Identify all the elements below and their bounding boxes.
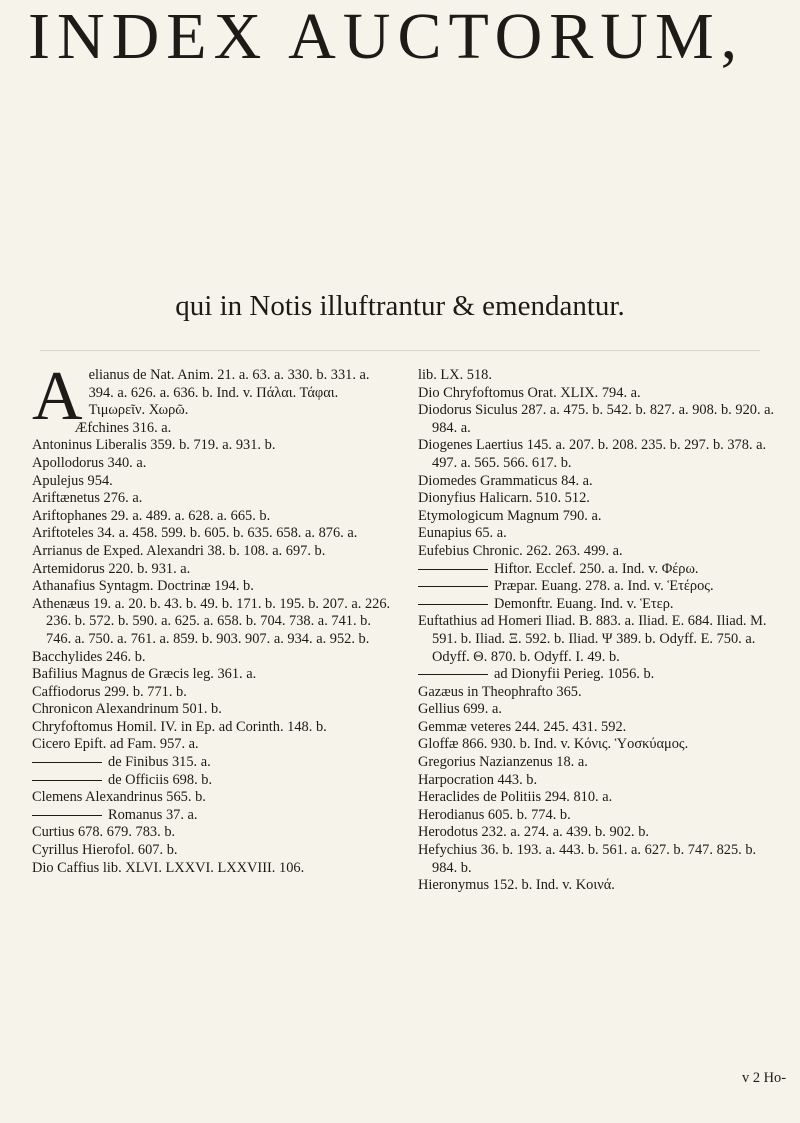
index-entry xyxy=(32,842,397,860)
index-entry-text: Gazæus in Theophrafto 365. xyxy=(418,683,582,700)
index-entry xyxy=(32,543,397,561)
index-entry-text: Hieronymus 152. b. Ind. v. Κοινά. xyxy=(418,877,615,894)
index-entry xyxy=(32,490,397,508)
index-entry xyxy=(418,508,780,526)
page-subtitle: qui in Notis illuftrantur & emendantur. xyxy=(175,290,625,322)
index-entry xyxy=(32,807,397,825)
index-entry-text: ad Dionyfii Perieg. 1056. b. xyxy=(494,666,655,683)
right-column xyxy=(418,367,780,895)
index-entry-text: de Finibus 315. a. xyxy=(108,754,211,771)
index-entry xyxy=(32,596,397,649)
index-entry xyxy=(418,490,780,508)
index-entry xyxy=(32,684,397,702)
ditto-dash xyxy=(418,604,488,605)
index-entry xyxy=(32,860,397,878)
index-entry-text: Ariftoteles 34. a. 458. 599. b. 605. b. 635. 658. a. 876. a. xyxy=(32,525,358,542)
index-entry-text: Arrianus de Exped. Alexandri 38. b. 108. a. 697. b. xyxy=(32,542,326,559)
index-entry-text: Bafilius Magnus de Græcis leg. 361. a. xyxy=(32,666,257,683)
index-entry xyxy=(32,824,397,842)
index-entry xyxy=(418,385,780,403)
index-entry-text: Curtius 678. 679. 783. b. xyxy=(32,824,176,841)
index-entry xyxy=(418,666,780,684)
index-entry-text: Cyrillus Hierofol. 607. b. xyxy=(32,842,178,859)
index-entry xyxy=(32,666,397,684)
index-entry-text: Æfchines 316. a. xyxy=(74,419,172,436)
index-entry xyxy=(418,367,780,385)
index-entry-text: Diogenes Laertius 145. a. 207. b. 208. 235. b. 297. b. 378. a. 497. a. 565. 566. 617. b. xyxy=(418,437,767,471)
index-entry-text: Præpar. Euang. 278. a. Ind. v. Ἑτέρος. xyxy=(494,578,714,595)
index-entry-text: Romanus 37. a. xyxy=(108,806,198,823)
index-entry-text: Gellius 699. a. xyxy=(418,701,502,718)
index-entry-text: Apollodorus 340. a. xyxy=(32,454,147,471)
index-entry xyxy=(418,578,780,596)
index-entry xyxy=(32,701,397,719)
index-entry-text: Heraclides de Politiis 294. 810. a. xyxy=(418,789,613,806)
index-entry-text: Bacchylides 246. b. xyxy=(32,648,146,665)
index-entry xyxy=(32,736,397,754)
index-entry xyxy=(418,613,780,666)
index-entry xyxy=(418,473,780,491)
index-entry-text: Herodianus 605. b. 774. b. xyxy=(418,806,571,823)
index-entry-text: Etymologicum Magnum 790. a. xyxy=(418,507,602,524)
index-entry-text: Apulejus 954. xyxy=(32,472,113,489)
index-entry xyxy=(418,543,780,561)
index-entry-text: Chronicon Alexandrinum 501. b. xyxy=(32,701,222,718)
index-entry xyxy=(418,736,780,754)
index-entry xyxy=(418,824,780,842)
index-entry-text: Ariftophanes 29. a. 489. a. 628. a. 665. b. xyxy=(32,507,271,524)
index-entry-text: Hefychius 36. b. 193. a. 443. b. 561. a. 627. b. 747. 825. b. 984. b. xyxy=(418,842,757,876)
page-title: INDEX AUCTORUM, xyxy=(28,0,745,73)
index-entry xyxy=(32,754,397,772)
index-entry-text: Diomedes Grammaticus 84. a. xyxy=(418,472,593,489)
index-entry-text: Athanafius Syntagm. Doctrinæ 194. b. xyxy=(32,578,254,595)
index-entry-text: Dio Caffius lib. XLVI. LXXVI. LXXVIII. 106. xyxy=(32,859,305,876)
index-entry xyxy=(32,561,397,579)
index-entry-text: de Officiis 698. b. xyxy=(108,771,213,788)
ditto-dash xyxy=(418,586,488,587)
index-entry xyxy=(32,719,397,737)
divider xyxy=(40,350,760,351)
index-entry xyxy=(32,455,397,473)
ditto-dash xyxy=(418,569,488,570)
drop-cap: A xyxy=(32,358,83,435)
index-entry xyxy=(32,525,397,543)
left-column xyxy=(32,358,397,877)
index-entry-text: Cicero Epift. ad Fam. 957. a. xyxy=(32,736,199,753)
index-entry xyxy=(418,807,780,825)
right-entry-list xyxy=(418,367,780,895)
ditto-dash xyxy=(418,674,488,675)
index-entry xyxy=(418,561,780,579)
index-entry xyxy=(32,649,397,667)
index-entry-text: Gemmæ veteres 244. 245. 431. 592. xyxy=(418,718,627,735)
index-entry xyxy=(418,772,780,790)
index-entry xyxy=(32,437,397,455)
ditto-dash xyxy=(32,780,102,781)
index-entry-text: Demonftr. Euang. Ind. v. Ἑτερ. xyxy=(494,595,674,612)
index-entry xyxy=(32,789,397,807)
ditto-dash xyxy=(32,815,102,816)
index-entry-text: Eufebius Chronic. 262. 263. 499. a. xyxy=(418,542,623,559)
index-entry-text: Ariftænetus 276. a. xyxy=(32,490,143,507)
index-entry-text: Athenæus 19. a. 20. b. 43. b. 49. b. 171. b. 195. b. 207. a. 226. 236. b. 572. b. 590. a. 625. a. 658. b. 704. 738. a. 741. b. 746. a. 750. a. 761. a. 859. b. 903. 907. a. 934. a. 952. b. xyxy=(32,595,391,647)
index-entry-text: Diodorus Siculus 287. a. 475. b. 542. b. 827. a. 908. b. 920. a. 984. a. xyxy=(418,402,775,436)
index-entry xyxy=(418,789,780,807)
catchword: v 2 Ho- xyxy=(742,1070,786,1086)
index-entry-text: Eunapius 65. a. xyxy=(418,525,507,542)
index-entry xyxy=(418,842,780,877)
index-entry-text: Chryfoftomus Homil. IV. in Ep. ad Corinth. 148. b. xyxy=(32,718,327,735)
index-entry-text: Artemidorus 220. b. 931. a. xyxy=(32,560,191,577)
index-entry xyxy=(32,420,397,438)
index-entry-text: Euftathius ad Homeri Iliad. B. 883. a. Iliad. E. 684. Iliad. M. 591. b. Iliad. Ξ. 592. b. Iliad. Ψ 389. b. Odyff. E. 750. a. Odyff. Θ. 870. b. Odyff. I. 49. b. xyxy=(418,613,767,665)
index-entry-text: Clemens Alexandrinus 565. b. xyxy=(32,789,206,806)
ditto-dash xyxy=(32,762,102,763)
index-entry xyxy=(418,719,780,737)
index-entry-text: Dio Chryfoftomus Orat. XLIX. 794. a. xyxy=(418,384,641,401)
index-entry-text: Antoninus Liberalis 359. b. 719. a. 931. b. xyxy=(32,437,276,454)
index-entry xyxy=(418,525,780,543)
index-entry-text: Gloffæ 866. 930. b. Ind. v. Κόνις. Ὑοσκύαμος. xyxy=(418,736,689,753)
index-entry-text: Harpocration 443. b. xyxy=(418,771,538,788)
index-entry-text: Caffiodorus 299. b. 771. b. xyxy=(32,683,187,700)
left-entry-list xyxy=(32,420,397,877)
index-entry xyxy=(418,754,780,772)
index-entry-text: elianus de Nat. Anim. 21. a. 63. a. 330. b. 331. a. 394. a. 626. a. 636. b. Ind. v. Πάλαι. Τάφαι. Τιμωρεῖν. Χωρῶ. xyxy=(88,367,370,419)
index-entry-text: Herodotus 232. a. 274. a. 439. b. 902. b. xyxy=(418,824,650,841)
index-entry xyxy=(418,596,780,614)
index-entry xyxy=(418,684,780,702)
index-entry xyxy=(32,473,397,491)
index-entry-text: Hiftor. Ecclef. 250. a. Ind. v. Φέρω. xyxy=(494,560,699,577)
index-entry xyxy=(418,402,780,437)
index-entry xyxy=(32,508,397,526)
index-entry-text: Dionyfius Halicarn. 510. 512. xyxy=(418,490,590,507)
index-entry xyxy=(418,701,780,719)
index-entry-text: Gregorius Nazianzenus 18. a. xyxy=(418,754,588,771)
index-entry-text: lib. LX. 518. xyxy=(418,367,492,383)
index-entry xyxy=(418,877,780,895)
index-entry xyxy=(32,578,397,596)
index-entry xyxy=(32,772,397,790)
index-entry xyxy=(418,437,780,472)
